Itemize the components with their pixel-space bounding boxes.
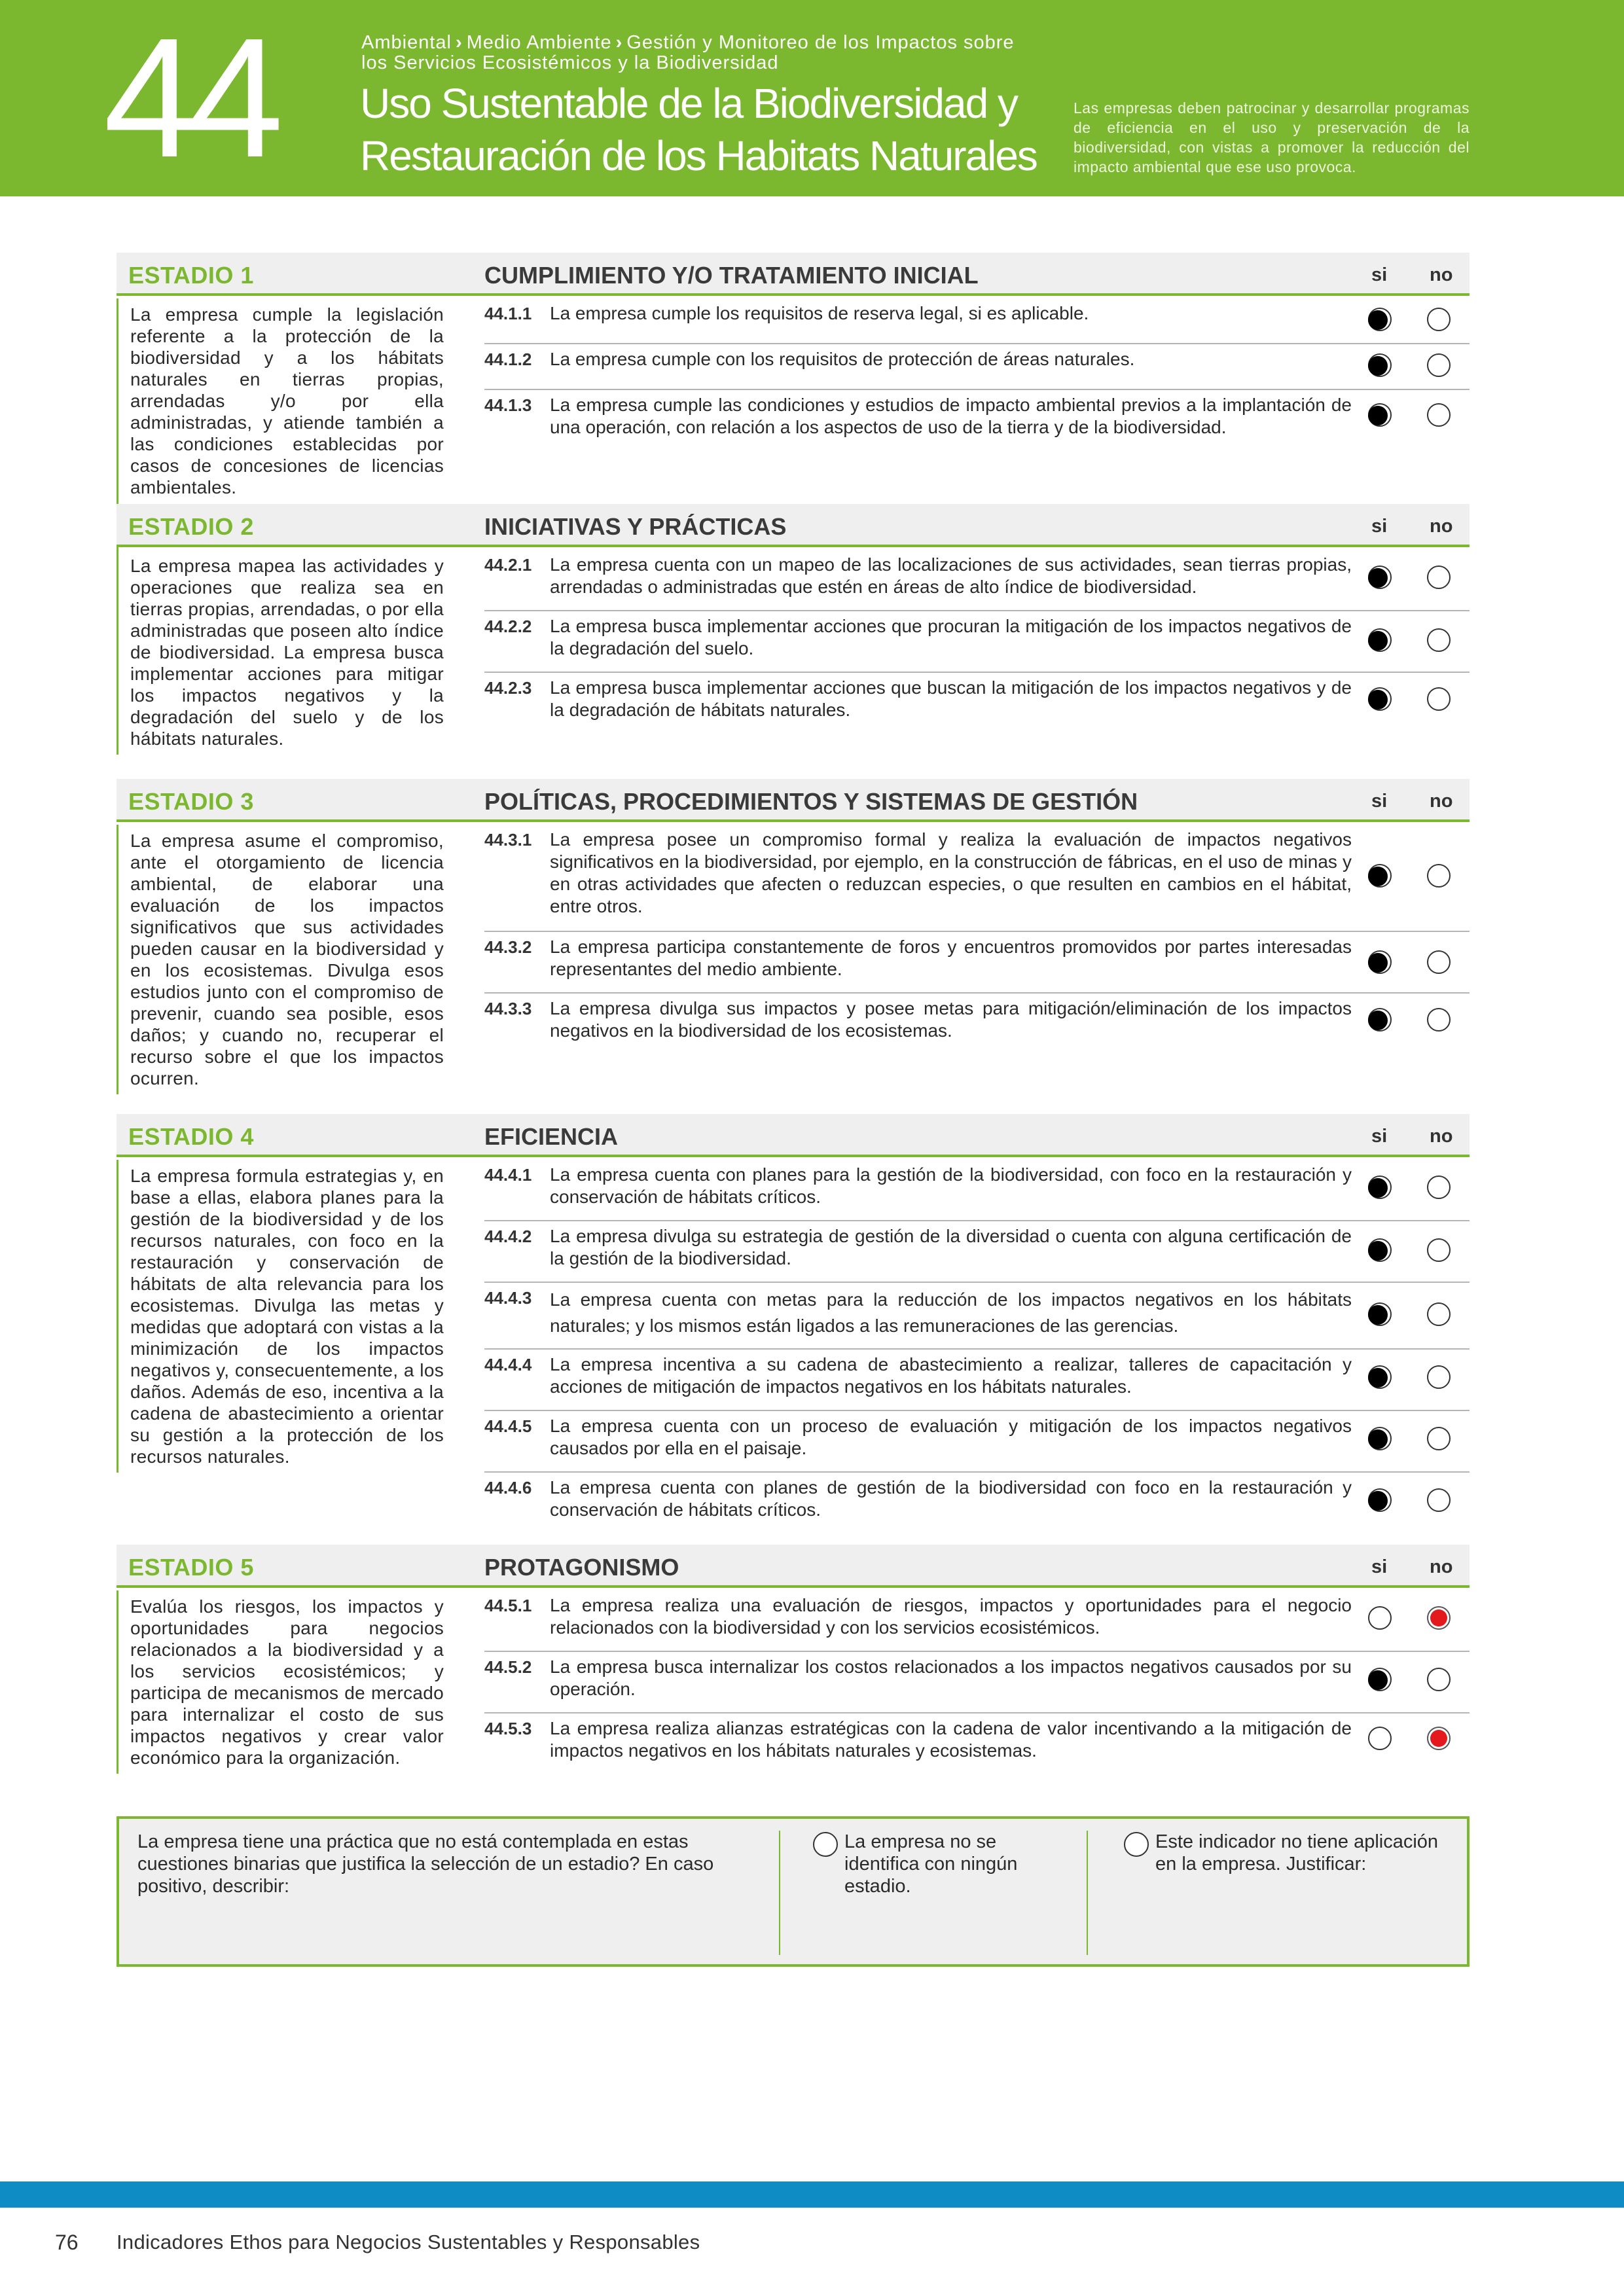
si-radio[interactable]: [1368, 1488, 1392, 1512]
question-code: 44.1.2: [484, 350, 532, 369]
stage-description: La empresa formula estrategias y, en base a ellas, elabora planes para la gestión de la biodiversidad y de los recursos naturales, con foco en la restauración y conservación de hábitats de alta relevancia para los ecosistemas. Divulga las metas y medidas que adoptará con vistas a la minimización de los impactos negativos y, consecuentemente, a los daños. Además de eso, incentiva a la cadena de abastecimiento a orientar su gestión a la protección de los recursos naturales.: [117, 1160, 444, 1473]
question-code: 44.1.3: [484, 395, 532, 415]
page-number: 76: [55, 2231, 79, 2254]
question-row: [484, 1411, 1470, 1473]
no-radio[interactable]: [1427, 308, 1451, 331]
stage-description: La empresa cumple la legislación referente a la protección de la biodiversidad y a los hábitats naturales en tierras propias, arrendadas y/o por ella administradas, y atiende también a las condiciones establecidas por casos de concesiones de licencias ambientales.: [117, 298, 444, 738]
question-text: La empresa busca implementar acciones que procuran la mitigación de los impactos negativos de la degradación del suelo.: [550, 616, 1352, 658]
si-radio[interactable]: [1368, 1302, 1392, 1326]
page-title: [360, 77, 1067, 182]
question-text: La empresa busca implementar acciones que buscan la mitigación de los impactos negativos y de la degradación de hábitats naturales.: [550, 677, 1352, 720]
no-radio[interactable]: [1427, 1727, 1451, 1750]
stage-4-section: [117, 1114, 1470, 1520]
page-title-line: Uso Sustentable de la Biodiversidad y: [360, 80, 1017, 127]
si-radio[interactable]: [1368, 1008, 1392, 1031]
no-stage-label: La empresa no se identifica con ningún estadio.: [844, 1831, 1018, 1897]
question-text: La empresa realiza una evaluación de riesgos, impactos y oportunidades para el negocio relacionados con la biodiversidad y con los servicios ecosistémicos.: [550, 1595, 1352, 1638]
question-code: 44.5.2: [484, 1657, 532, 1677]
no-radio[interactable]: [1427, 1668, 1451, 1691]
question-row: [484, 1713, 1470, 1775]
question-text: La empresa cumple las condiciones y estudios de impacto ambiental previos a la implantación de una operación, con relación a los aspectos de uso de la tierra y de la biodiversidad.: [550, 395, 1352, 437]
si-radio[interactable]: [1368, 565, 1392, 589]
question-code: 44.2.2: [484, 617, 532, 636]
stage-label: ESTADIO 1: [128, 262, 254, 289]
breadcrumb-item: Medio Ambiente: [466, 32, 612, 53]
page-title-line: Restauración de los Habitats Naturales: [360, 132, 1037, 179]
page-header: [0, 0, 1624, 196]
indicator-description: Las empresas deben patrocinar y desarrollar programas de eficiencia en el uso y preservación de la biodiversidad, con vistas a promover la reducción del impacto ambiental que ese uso provoca.: [1074, 99, 1470, 175]
stage-label: ESTADIO 3: [128, 788, 254, 815]
no-radio[interactable]: [1427, 1008, 1451, 1031]
question-row: [484, 932, 1470, 994]
question-code: 44.4.6: [484, 1478, 532, 1498]
no-radio[interactable]: [1427, 1606, 1451, 1630]
question-row: [484, 298, 1470, 344]
stage-5-section: [117, 1545, 1470, 1768]
divider: [779, 1831, 780, 1955]
si-radio[interactable]: [1368, 1365, 1392, 1389]
no-radio[interactable]: [1427, 1175, 1451, 1199]
no-radio[interactable]: [1427, 403, 1451, 427]
question-row: [484, 1350, 1470, 1411]
question-code: 44.4.4: [484, 1355, 532, 1374]
question-text: La empresa cuenta con un mapeo de las localizaciones de sus actividades, sean tierras propias, arrendadas o administradas que estén en áreas de alto índice de biodiversidad.: [550, 554, 1352, 597]
footer-bar: [0, 2181, 1624, 2208]
question-code: 44.3.1: [484, 830, 532, 850]
question-text: La empresa cumple con los requisitos de protección de áreas naturales.: [550, 349, 1135, 369]
stage-title: INICIATIVAS Y PRÁCTICAS: [484, 513, 787, 540]
no-column-label: no: [1430, 1556, 1453, 1577]
si-column-label: si: [1371, 1556, 1388, 1577]
stage-title: POLÍTICAS, PROCEDIMIENTOS Y SISTEMAS DE GESTIÓN: [484, 788, 1138, 815]
no-radio[interactable]: [1427, 565, 1451, 589]
si-column-label: si: [1371, 1126, 1388, 1147]
stage-label: ESTADIO 2: [128, 513, 254, 540]
question-row: [484, 825, 1470, 932]
question-code: 44.4.5: [484, 1416, 532, 1436]
no-radio[interactable]: [1427, 1238, 1451, 1262]
question-text: La empresa cuenta con metas para la reducción de los impactos negativos en los hábitats naturales; y los mismos están ligados a las remuneraciones de las gerencias.: [550, 1289, 1352, 1336]
no-radio[interactable]: [1427, 864, 1451, 888]
no-column-label: no: [1430, 516, 1453, 537]
stage-title: CUMPLIMIENTO Y/O TRATAMIENTO INICIAL: [484, 262, 979, 289]
no-radio[interactable]: [1427, 1427, 1451, 1450]
question-row: [484, 1652, 1470, 1713]
chevron-right-icon: ›: [615, 32, 623, 53]
si-radio[interactable]: [1368, 1668, 1392, 1691]
si-radio[interactable]: [1368, 950, 1392, 974]
question-code: 44.5.1: [484, 1596, 532, 1615]
stage-header: [117, 1114, 1470, 1157]
si-radio[interactable]: [1368, 1606, 1392, 1630]
stage-header: [117, 504, 1470, 547]
question-text: La empresa cumple los requisitos de reserva legal, si es aplicable.: [550, 303, 1089, 323]
breadcrumb: [361, 33, 1029, 73]
question-text: La empresa incentiva a su cadena de abastecimiento a realizar, talleres de capacitación y acciones de mitigación de impactos negativos en los hábitats naturales.: [550, 1354, 1352, 1397]
stage-description: La empresa mapea las actividades y operaciones que realiza sea en tierras propias, arrendadas, o por ella administradas que poseen alto índice de biodiversidad. La empresa busca implementar acciones para mitigar los impactos negativos y la degradación del suelo y de los hábitats naturales.: [117, 550, 444, 755]
chevron-right-icon: ›: [455, 32, 463, 53]
no-radio[interactable]: [1427, 687, 1451, 711]
no-radio[interactable]: [1427, 353, 1451, 377]
stage-3-section: [117, 779, 1470, 1088]
stage-title: PROTAGONISMO: [484, 1554, 679, 1581]
no-stage-option[interactable]: [813, 1831, 1075, 1897]
no-stage-radio[interactable]: [813, 1832, 838, 1857]
question-row: [484, 390, 1470, 449]
no-radio[interactable]: [1427, 1365, 1451, 1389]
no-radio[interactable]: [1427, 1488, 1451, 1512]
question-code: 44.1.1: [484, 304, 532, 323]
stage-description: La empresa asume el compromiso, ante el otorgamiento de licencia ambiental, de elaborar una evaluación de los impactos significativos que sus actividades pueden causar en la biodiversidad y en los ecosistemas. Divulga esos estudios junto con el compromiso de prevenir, cuando sea posible, esos daños; y cuando no, recuperar el recurso sobre el que los impactos ocurren.: [117, 825, 444, 1094]
stage-header: [117, 779, 1470, 822]
divider: [1087, 1831, 1088, 1955]
not-applicable-radio[interactable]: [1124, 1832, 1149, 1857]
question-row: [484, 344, 1470, 390]
question-text: La empresa divulga sus impactos y posee metas para mitigación/eliminación de los impactos negativos en la biodiversidad de los ecosistemas.: [550, 998, 1352, 1041]
question-code: 44.2.1: [484, 555, 532, 575]
question-code: 44.3.2: [484, 937, 532, 957]
question-code: 44.5.3: [484, 1719, 532, 1738]
question-row: [484, 1283, 1470, 1350]
practice-question[interactable]: La empresa tiene una práctica que no está contemplada en estas cuestiones binarias que justifica la selección de un estadio? En caso positivo, describir:: [137, 1831, 714, 1897]
question-code: 44.3.3: [484, 999, 532, 1018]
indicator-number: 44: [103, 3, 275, 193]
publication-title: Indicadores Ethos para Negocios Sustentables y Responsables: [117, 2231, 700, 2253]
question-row: [484, 1160, 1470, 1221]
question-row: [484, 673, 1470, 734]
si-column-label: si: [1371, 516, 1388, 537]
stage-label: ESTADIO 4: [128, 1123, 254, 1150]
si-radio[interactable]: [1368, 1727, 1392, 1750]
si-radio[interactable]: [1368, 1175, 1392, 1199]
stage-header: [117, 253, 1470, 296]
no-column-label: no: [1430, 1126, 1453, 1147]
question-code: 44.2.3: [484, 678, 532, 698]
question-text: La empresa posee un compromiso formal y realiza la evaluación de impactos negativos significativos en la biodiversidad, por ejemplo, en la construcción de fábricas, en el uso de minas y en otras actividades que afecten o reduzcan especies, o que resulten en cambios en el hábitat, entre otros.: [550, 829, 1352, 916]
si-radio[interactable]: [1368, 353, 1392, 377]
no-radio[interactable]: [1427, 1302, 1451, 1326]
question-row: [484, 550, 1470, 611]
question-text: La empresa cuenta con planes para la gestión de la biodiversidad, con foco en la restauración y conservación de hábitats críticos.: [550, 1164, 1352, 1207]
not-applicable-label: Este indicador no tiene aplicación en la empresa. Justificar:: [1155, 1831, 1439, 1874]
question-text: La empresa busca internalizar los costos relacionados a los impactos negativos causados por su operación.: [550, 1657, 1352, 1699]
question-row: [484, 1221, 1470, 1283]
stage-1-section: [117, 253, 1470, 497]
si-radio[interactable]: [1368, 403, 1392, 427]
si-column-label: si: [1371, 264, 1388, 285]
no-radio[interactable]: [1427, 950, 1451, 974]
no-column-label: no: [1430, 264, 1453, 285]
stage-title: EFICIENCIA: [484, 1123, 619, 1150]
si-radio[interactable]: [1368, 687, 1392, 711]
breadcrumb-item: Gestión y Monitoreo de los Impactos sobre los Servicios Ecosistémicos y la Biodiversidad: [361, 32, 1015, 73]
si-radio[interactable]: [1368, 864, 1392, 888]
breadcrumb-item: Ambiental: [361, 32, 452, 53]
question-row: [484, 1590, 1470, 1652]
question-code: 44.4.2: [484, 1227, 532, 1246]
question-text: La empresa cuenta con planes de gestión de la biodiversidad con foco en la restauración y conservación de hábitats críticos.: [550, 1477, 1352, 1520]
question-text: La empresa cuenta con un proceso de evaluación y mitigación de los impactos negativos causados por ella en el paisaje.: [550, 1416, 1352, 1458]
not-applicable-option[interactable]: [1124, 1831, 1464, 1875]
no-column-label: no: [1430, 791, 1453, 812]
additional-options-box: [117, 1816, 1470, 1967]
si-radio[interactable]: [1368, 1427, 1392, 1450]
no-radio[interactable]: [1427, 628, 1451, 652]
question-text: La empresa participa constantemente de foros y encuentros promovidos por partes interesadas representantes del medio ambiente.: [550, 937, 1352, 979]
stage-label: ESTADIO 5: [128, 1554, 254, 1581]
stage-header: [117, 1545, 1470, 1588]
si-column-label: si: [1371, 791, 1388, 812]
stage-2-section: [117, 504, 1470, 749]
question-code: 44.4.1: [484, 1165, 532, 1185]
question-code: 44.4.3: [484, 1288, 532, 1308]
si-radio[interactable]: [1368, 308, 1392, 331]
question-row: [484, 611, 1470, 673]
question-text: La empresa divulga su estrategia de gestión de la diversidad o cuenta con alguna certificación de la gestión de la biodiversidad.: [550, 1226, 1352, 1268]
question-row: [484, 994, 1470, 1055]
stage-description: Evalúa los riesgos, los impactos y oportunidades para negocios relacionados a la biodiversidad y a los servicios ecosistémicos; y participa de mecanismos de mercado para internalizar el costo de sus impactos negativos y crear valor económico para la organización.: [117, 1590, 444, 1774]
question-row: [484, 1473, 1470, 1534]
si-radio[interactable]: [1368, 1238, 1392, 1262]
question-text: La empresa realiza alianzas estratégicas con la cadena de valor incentivando a la mitigación de impactos negativos en los hábitats naturales y ecosistemas.: [550, 1718, 1352, 1761]
si-radio[interactable]: [1368, 628, 1392, 652]
